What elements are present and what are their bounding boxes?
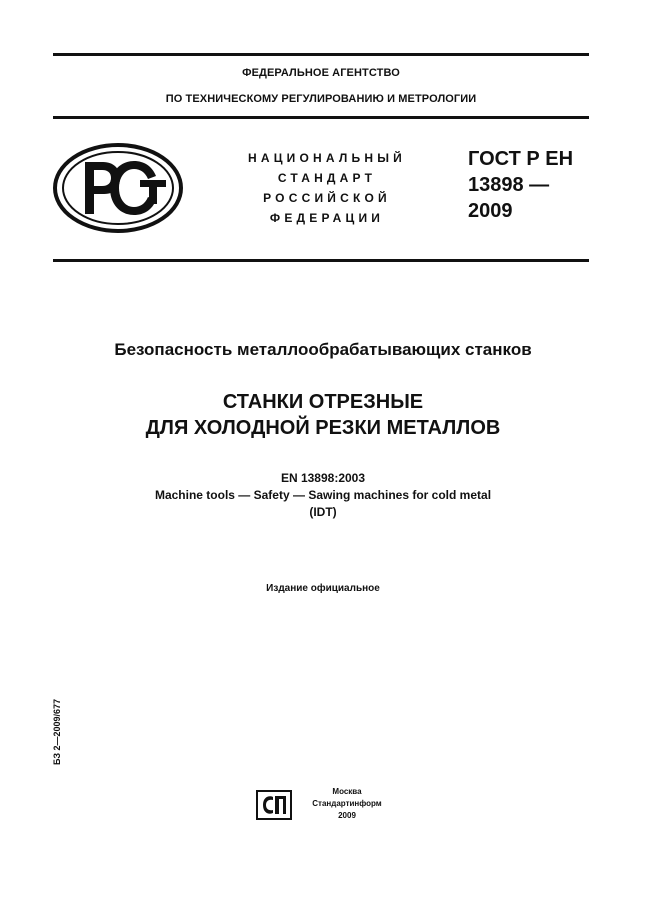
rst-logo-icon bbox=[52, 142, 184, 234]
main-title bbox=[0, 389, 646, 441]
main-title-line-1: СТАНКИ ОТРЕЗНЫЕ bbox=[222, 391, 424, 413]
publisher-name: Стандартинформ bbox=[312, 799, 382, 808]
national-line-4: ФЕДЕРАЦИИ bbox=[269, 211, 385, 225]
top-rule bbox=[53, 53, 589, 56]
national-line-3: РОССИЙСКОЙ bbox=[263, 191, 391, 205]
gost-code-line-2: 13898 — bbox=[468, 174, 550, 196]
agency-line-2: ПО ТЕХНИЧЕСКОМУ РЕГУЛИРОВАНИЮ И МЕТРОЛОГИИ bbox=[165, 93, 477, 105]
main-title-line-2: ДЛЯ ХОЛОДНОЙ РЕЗКИ МЕТАЛЛОВ bbox=[145, 417, 501, 439]
gost-code-line-1: ГОСТ Р ЕН bbox=[468, 148, 574, 170]
gost-code-line-3: 2009 bbox=[468, 200, 513, 222]
publisher-city: Москва bbox=[332, 787, 362, 796]
en-code: EN 13898:2003 bbox=[280, 471, 366, 485]
publisher-info bbox=[292, 786, 402, 822]
national-standard-label bbox=[232, 148, 422, 228]
edition-label: Издание официальное bbox=[266, 583, 380, 594]
safety-title: Безопасность металлообрабатывающих станков bbox=[114, 340, 532, 359]
standartinform-logo-icon bbox=[256, 790, 292, 820]
gost-code bbox=[468, 146, 608, 224]
side-code: БЗ 2—2009/677 bbox=[52, 698, 62, 765]
agency-line-1: ФЕДЕРАЛЬНОЕ АГЕНТСТВО bbox=[242, 67, 400, 79]
header-rule bbox=[53, 116, 589, 119]
en-title: Machine tools — Safety — Sawing machines for cold metal bbox=[154, 488, 492, 502]
section-rule bbox=[53, 259, 589, 262]
national-line-2: СТАНДАРТ bbox=[277, 171, 377, 185]
idt-label: (IDT) bbox=[309, 505, 337, 519]
en-reference bbox=[0, 470, 646, 521]
publisher-year: 2009 bbox=[338, 811, 356, 820]
national-line-1: НАЦИОНАЛЬНЫЙ bbox=[247, 151, 407, 165]
